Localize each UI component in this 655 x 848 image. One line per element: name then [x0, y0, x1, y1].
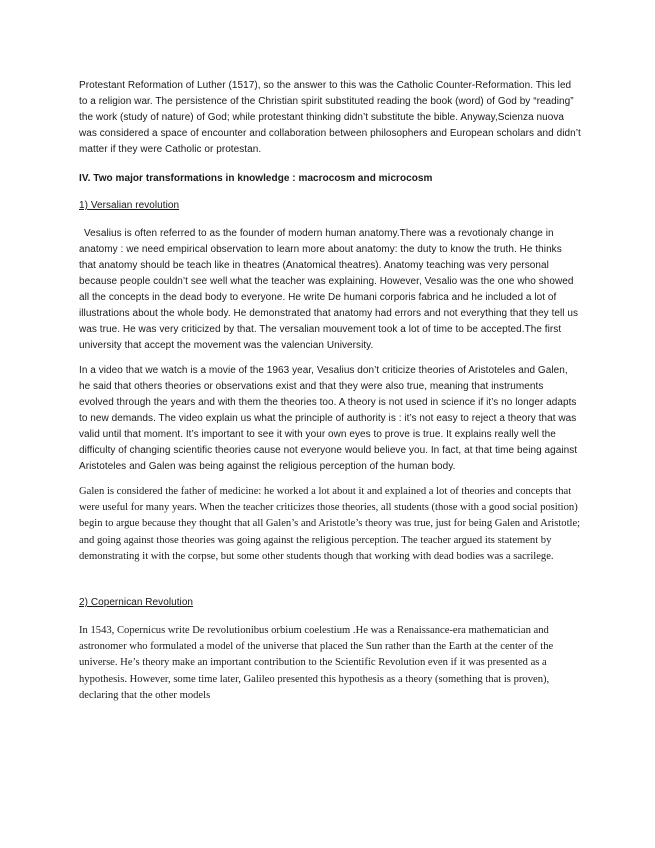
vesalius-paragraph: Vesalius is often referred to as the founder of modern human anatomy.There was a revotionaly change in anatomy : we need empirical observation to learn more about anatomy: the duty to know the truth. He thinks that anatomy should be teach like in theatres (Anatomical theatres). Anatomy teaching was very personal because people couldn’t see well what the teacher was explaining. However, Vesalio was the one who showed all the concepts in the dead body to everyone. He write De humani corporis fabrica and he included a lot of illustrations about the whole body. He demonstrated that anatomy had errors and not everything that they tell us was true. He was very criticized by that. The versalian mouvement took a lot of time to be accepted.The first university that accept the movement was the valencian University. — [79, 228, 579, 351]
intro-paragraph: Protestant Reformation of Luther (1517), so the answer to this was the Catholic Counter-Reformation. This led to a religion war. The persistence of the Christian spirit substituted reading the book (word) of God by “reading” the work (study of nature) of God; while protestant thinking didn’t substitute the bible. Anyway,Scienza nuova was considered a space of encounter and collaboration between philosophers and European scholars and didn’t matter if they were Catholic or protestan. — [79, 80, 581, 155]
copernicus-paragraph: In 1543, Copernicus write De revolutionibus orbium coelestium .He was a Renaissance-era mathematician and astronomer who formulated a model of the universe that placed the Sun rather than the Earth at the center of the universe. He’s theory make an important contribution to the Scientific Revolution even if it was presented as a hypothesis. However, some time later, Galileo presented this hypothesis as a theory (something that is proven), declaring that the other models — [79, 625, 554, 701]
subheading-versalian-revolution: 1) Versalian revolution — [79, 200, 180, 211]
galen-paragraph: Galen is considered the father of medicine: he worked a lot about it and explained a lot of theories and concepts that were useful for many years. When the teacher criticizes those theories, all students (those with a good social position) begin to argue because they thought that all Galen’s and Aristotle’s theory was true, just for being Galen and Aristotle; and going against those theories was going against the religious perception. The teacher argued its statement by demonstrating it with the corpse, but some other students though that working with dead bodies was a sacrilege. — [79, 486, 581, 562]
document-body — [79, 78, 581, 704]
section-heading: IV. Two major transformations in knowledge : macrocosm and microcosm — [79, 173, 433, 184]
video-paragraph: In a video that we watch is a movie of the 1963 year, Vesalius don’t criticize theories of Aristoteles and Galen, he said that others theories or observations exist and that they were also true, meaning that instruments evolved through the years and with them the theories too. A theory is not used in science if it’s no longer adapts to new demands. The video explain us what the principle of authority is : it’s not easy to reject a theory that was valid until that moment. It’s important to see it with your own eyes to prove is true. It explains really well the difficulty of changing scientific theories cause not everyone would believe you. In fact, at that time being against Aristoteles and Galen was being against the religious perception of the human body. — [79, 365, 578, 472]
subheading-copernican-revolution: 2) Copernican Revolution — [79, 597, 194, 609]
